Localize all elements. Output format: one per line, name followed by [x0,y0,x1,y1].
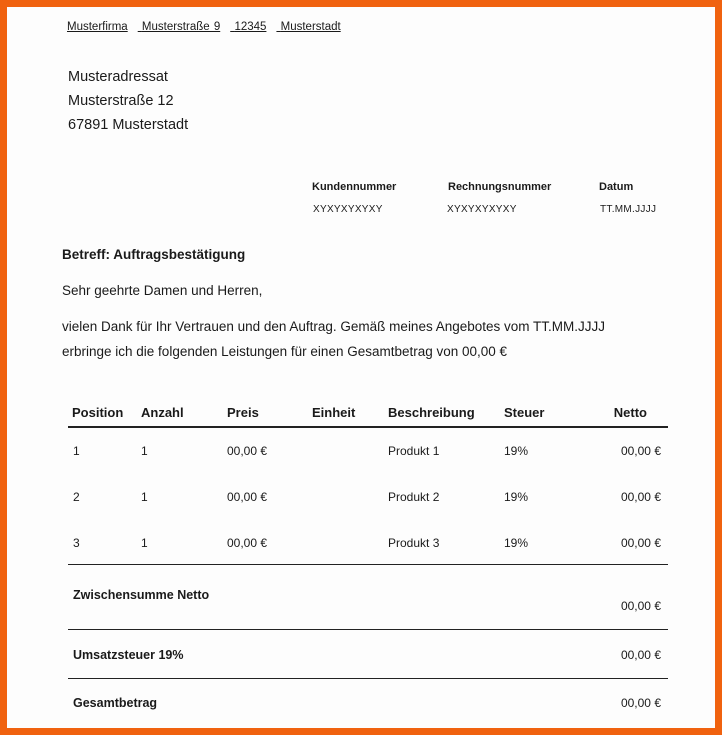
header-position: Position [72,405,124,420]
subject-line: Betreff: Auftragsbestätigung [62,247,246,262]
header-unit: Einheit [312,405,356,420]
intro-line-1: vielen Dank für Ihr Vertrauen und den Auftrag. Gemäß meines Angebotes vom TT.MM.JJJJ [62,319,606,334]
vat-label: Umsatzsteuer 19% [73,648,184,662]
cell-tax: 19% [504,536,529,550]
subtotal-value: 00,00 € [620,599,661,613]
header-net: Netto [613,405,647,420]
items-bottom-rule [68,564,668,565]
cell-net: 00,00 € [620,444,661,458]
cell-quantity: 1 [141,490,148,504]
customer-number-label: Kundennummer [312,181,397,193]
cell-position: 1 [73,444,80,458]
recipient-street: Musterstraße 12 [68,93,174,109]
customer-number-value: XYXYXYXYXY [313,204,383,215]
cell-net: 00,00 € [620,490,661,504]
total-label: Gesamtbetrag [73,696,158,710]
cell-quantity: 1 [141,536,148,550]
sender-zip: 12345 [234,21,267,33]
vat-rule [68,678,668,679]
salutation: Sehr geehrte Damen und Herren, [62,283,263,298]
header-tax: Steuer [504,405,545,420]
subtotal-label: Zwischensumme Netto [73,588,210,602]
cell-quantity: 1 [141,444,148,458]
recipient-name: Musteradressat [68,69,168,85]
cell-tax: 19% [504,444,529,458]
document-page [7,7,715,728]
total-value: 00,00 € [620,696,661,710]
sender-line [67,21,351,33]
sender-city: Musterstadt [280,21,341,33]
date-value: TT.MM.JJJJ [600,204,657,215]
cell-description: Produkt 1 [388,444,440,458]
header-price: Preis [227,405,259,420]
intro-line-2: erbringe ich die folgenden Leistungen für einen Gesamtbetrag von 00,00 € [62,344,508,359]
header-description: Beschreibung [388,405,475,420]
subtotal-rule [68,629,668,630]
header-quantity: Anzahl [141,405,184,420]
cell-tax: 19% [504,490,529,504]
recipient-city: 67891 Musterstadt [68,117,189,133]
cell-price: 00,00 € [227,490,268,504]
header-rule [68,426,668,428]
cell-net: 00,00 € [620,536,661,550]
vat-value: 00,00 € [620,648,661,662]
cell-position: 3 [73,536,80,550]
date-label: Datum [599,181,634,193]
invoice-number-value: XYXYXYXYXY [447,204,517,215]
cell-description: Produkt 3 [388,536,440,550]
invoice-number-label: Rechnungsnummer [448,181,552,193]
cell-price: 00,00 € [227,536,268,550]
cell-description: Produkt 2 [388,490,440,504]
cell-position: 2 [73,490,80,504]
cell-price: 00,00 € [227,444,268,458]
sender-company: Musterfirma [67,21,128,33]
sender-street: Musterstraße 9 [141,21,221,33]
